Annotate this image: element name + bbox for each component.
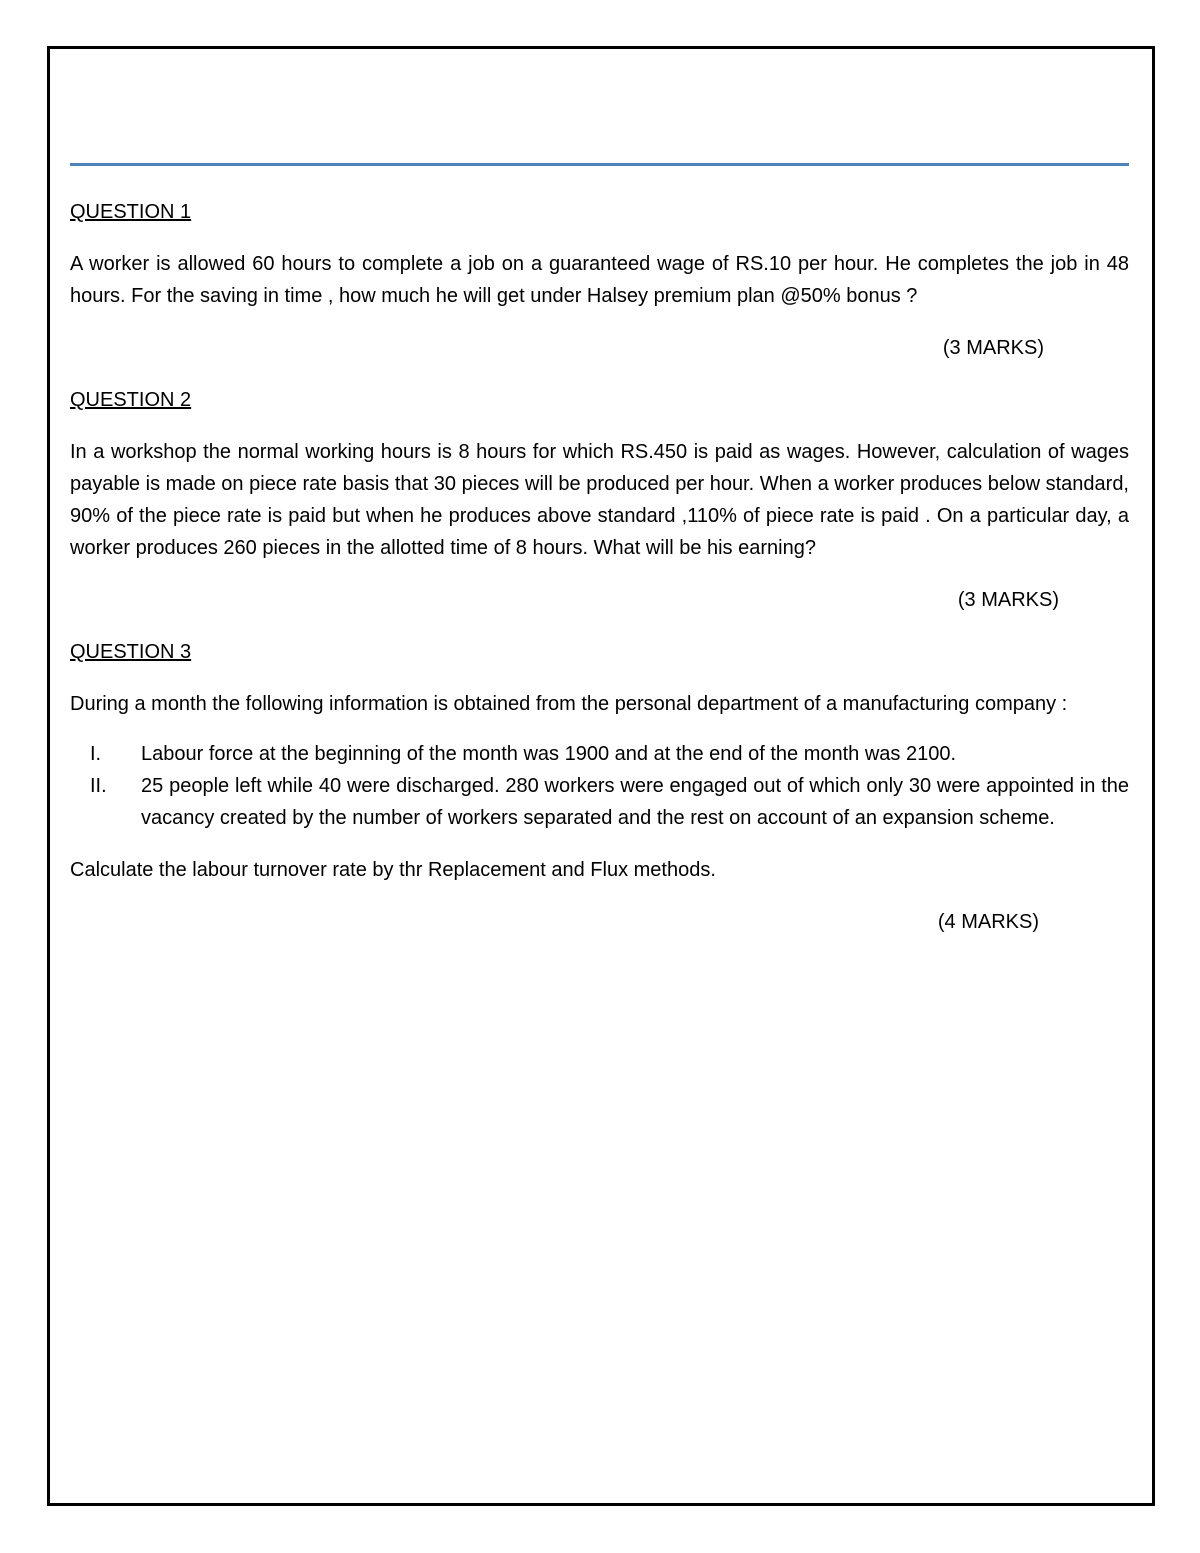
question-1-text: A worker is allowed 60 hours to complete a job on a guaranteed wage of RS.10 per hour. He completes the job in 48 hours. For the saving in time , how much he will get under Halsey premium plan @50% bonus ?: [70, 253, 1129, 307]
list-item: [70, 738, 1129, 770]
list-item-text: 25 people left while 40 were discharged. 280 workers were engaged out of which only 30 were appointed in the vacancy created by the number of workers separated and the rest on account of an expansion scheme.: [141, 775, 1129, 829]
list-marker: I.: [90, 743, 102, 765]
question-3: [70, 636, 1129, 938]
question-3-closing: Calculate the labour turnover rate by thr Replacement and Flux methods.: [70, 859, 716, 881]
question-2-heading: QUESTION 2: [70, 389, 192, 411]
question-3-marks: (4 MARKS): [937, 911, 1039, 933]
question-2-text: In a workshop the normal working hours is 8 hours for which RS.450 is paid as wages. However, calculation of wages payable is made on piece rate basis that 30 pieces will be produced per hour. When a worker produces below standard, 90% of the piece rate is paid but when he produces above standard ,110% of piece rate is paid . On a particular day, a worker produces 260 pieces in the allotted time of 8 hours. What will be his earning?: [70, 441, 1129, 559]
question-1: [70, 196, 1129, 364]
header-rule: [70, 163, 1129, 166]
question-2: [70, 384, 1129, 616]
question-3-intro: During a month the following information is obtained from the personal department of a manufacturing company :: [70, 693, 1068, 715]
question-1-heading: QUESTION 1: [70, 201, 192, 223]
question-3-list: [70, 738, 1129, 834]
question-3-heading: QUESTION 3: [70, 641, 192, 663]
document-body: [70, 196, 1129, 958]
list-marker: II.: [90, 775, 107, 797]
list-item-text: Labour force at the beginning of the month was 1900 and at the end of the month was 2100.: [141, 743, 957, 765]
list-item: [70, 770, 1129, 834]
question-1-marks: (3 MARKS): [942, 337, 1044, 359]
question-2-marks: (3 MARKS): [957, 589, 1059, 611]
